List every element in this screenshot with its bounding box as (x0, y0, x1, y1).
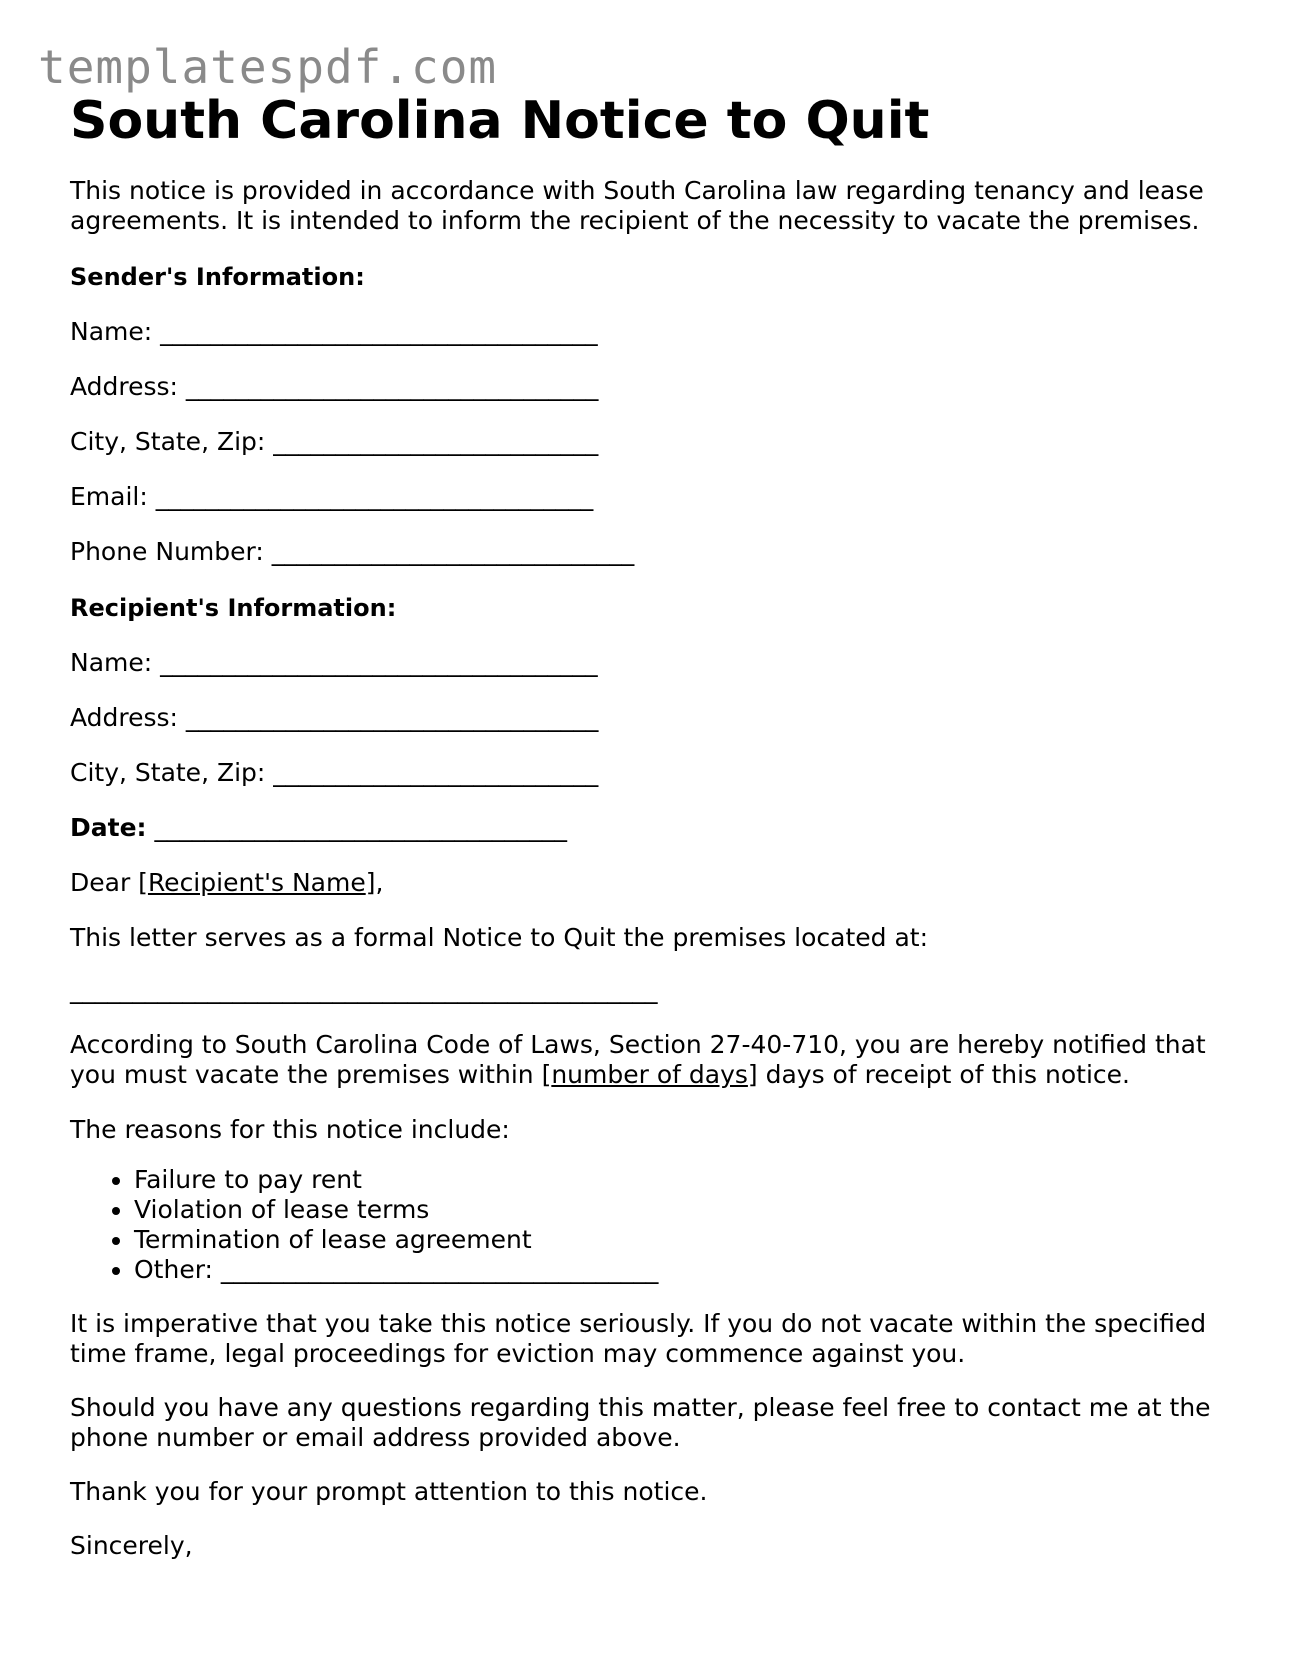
recipient-name-placeholder[interactable]: Recipient's Name (147, 868, 366, 897)
recipient-name-field[interactable]: Name: ___________________________________ (70, 648, 598, 677)
law-paragraph: According to South Carolina Code of Laws, Section 27-40-710, you are hereby notified that you must vacate the premises within [number of days] days of receipt of this notice. (70, 1030, 1206, 1089)
salutation: Dear [Recipient's Name], (70, 868, 384, 897)
sender-email-field[interactable]: Email: ___________________________________ (70, 482, 594, 511)
sender-city-field[interactable]: City, State, Zip: __________________________ (70, 427, 599, 456)
premises-address-field[interactable]: _______________________________________________ (70, 975, 658, 1004)
reasons-intro: The reasons for this notice include: (70, 1115, 510, 1144)
warning-paragraph: It is imperative that you take this notice seriously. If you do not vacate within the specified time frame, legal proceedings for eviction may commence against you. (70, 1309, 1207, 1368)
premises-text: This letter serves as a formal Notice to Quit the premises located at: (70, 923, 929, 952)
closing: Sincerely, (70, 1531, 193, 1560)
list-item[interactable]: • Other: ___________________________________ (134, 1255, 1230, 1285)
date-field[interactable] (70, 813, 1230, 843)
date-label: Date: (70, 813, 147, 842)
thanks-paragraph: Thank you for your prompt attention to this notice. (70, 1477, 708, 1506)
reasons-list (70, 1165, 1230, 1285)
recipient-city-field[interactable]: City, State, Zip: __________________________ (70, 758, 599, 787)
sender-name-field[interactable]: Name: ___________________________________ (70, 317, 598, 346)
watermark: templatespdf.com (38, 40, 498, 94)
list-item: • Failure to pay rent (134, 1165, 1230, 1195)
list-item: • Termination of lease agreement (134, 1225, 1230, 1255)
sender-phone-field[interactable]: Phone Number: _____________________________ (70, 537, 635, 566)
document-page (70, 86, 1230, 1561)
sender-heading: Sender's Information: (70, 263, 365, 291)
date-blank: _________________________________ (146, 813, 567, 842)
days-placeholder[interactable]: number of days (551, 1060, 748, 1089)
intro-paragraph: This notice is provided in accordance with South Carolina law regarding tenancy and lease agreements. It is intended to inform the recipient of the necessity to vacate the premises. (70, 176, 1204, 235)
sender-address-field[interactable]: Address: _________________________________ (70, 372, 599, 401)
recipient-heading: Recipient's Information: (70, 594, 397, 622)
questions-paragraph: Should you have any questions regarding this matter, please feel free to contact me at the phone number or email address provided above. (70, 1393, 1211, 1452)
list-item: • Violation of lease terms (134, 1195, 1230, 1225)
page-title: South Carolina Notice to Quit (70, 91, 930, 151)
recipient-address-field[interactable]: Address: _________________________________ (70, 703, 599, 732)
